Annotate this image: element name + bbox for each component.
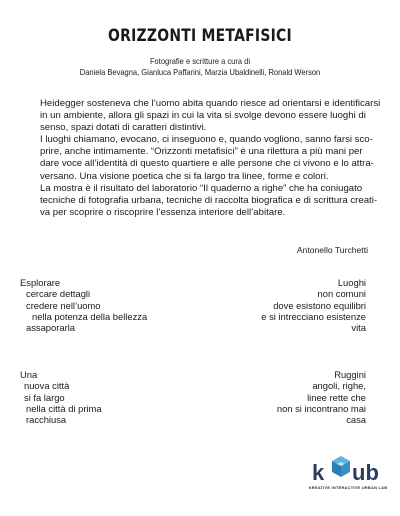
poem-line: casa [346,414,366,426]
poem-line: assaporarla [26,322,75,334]
body-line: tecniche di fotografia urbana, tecniche di raccolta biografica e di scrittura creati- [40,194,378,206]
poem-line: Una [20,369,38,380]
poem-right-2 [277,369,366,425]
subtitle-authors: Daniela Bevagna, Gianluca Paffarini, Marzia Ubaldinelli, Ronald Werson [79,68,321,77]
poem-right-1 [261,277,366,333]
logo-tagline: KREATIVE INTERACTIVE URBAN LAB [308,485,388,490]
author-signature: Antonello Turchetti [296,245,368,255]
poem-line: linee rette che [307,391,366,403]
body-line: in un ambiente, allora gli spazi in cui la vita si svolge devono essere luoghi di [40,110,366,122]
poem-line: racchiusa [26,414,67,426]
poem-line: si fa largo [24,391,65,403]
body-line: prire, anche intimamente. “Orizzonti metafisici” è una rilettura a più mani per [40,146,363,158]
intro-paragraph [40,98,381,219]
poem-line: nuova città [24,380,70,392]
body-line: senso, spazi dotati di caratteri distintivi. [40,122,207,134]
body-line: va per scoprire o riscoprire l’essenza interiore dell’abitare. [40,206,286,218]
body-line: I luoghi chiamano, evocano, ci inseguono e, quando vogliono, sanno farsi sco- [40,134,373,146]
poem-line: Esplorare [20,277,61,288]
body-line: Heidegger sosteneva che l’uomo abita quando riesce ad orientarsi e identificarsi [40,98,381,109]
poem-left-2 [20,369,102,425]
poem-line: nella potenza della bellezza [32,310,148,322]
page-title: ORIZZONTI METAFISICI [108,26,292,46]
body-line: La mostra è il risultato del laboratorio “Il quaderno a righe” che ha coniugato [40,182,363,194]
poem-line: vita [351,322,366,334]
poem-line: nella città di prima [26,402,102,414]
body-line: versano. Una visione poetica che si fa largo tra linee, forme e colori. [40,170,329,182]
poem-line: dove esistono equilibri [273,299,366,311]
poem-line: cercare dettagli [26,288,91,300]
poem-line: Luoghi [337,277,366,288]
poem-line: non si incontrano mai [276,402,366,414]
poem-line: angoli, righe, [312,380,366,392]
poem-line: non comuni [317,288,366,300]
poem-line: Ruggini [334,369,366,380]
poem-left-1 [20,277,147,333]
body-line: dare voce all’identità di questo quartiere e alle persone che ci vivono e lo attra- [40,158,374,170]
svg-text:k: k [312,460,325,485]
svg-text:ub: ub [352,460,379,485]
poem-line: e si intrecciano esistenze [261,310,366,322]
poem-line: credere nell’uomo [26,299,101,311]
subtitle-credits-intro: Fotografie e scritture a cura di [149,57,251,66]
